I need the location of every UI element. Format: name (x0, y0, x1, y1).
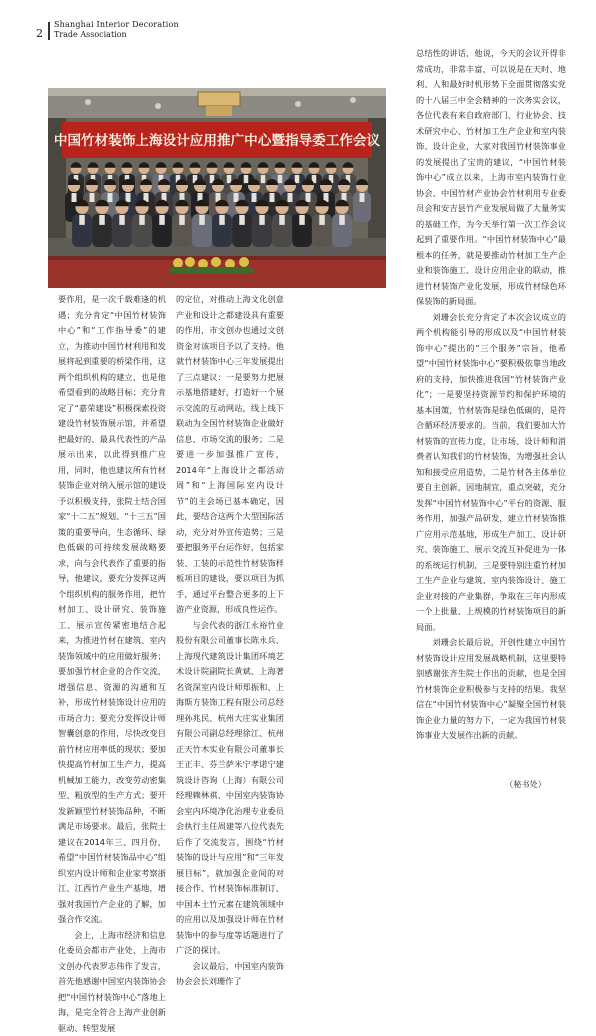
header-org-line2: Trade Association (54, 30, 127, 39)
article-column-2 (176, 292, 284, 990)
article-column-3 (416, 46, 566, 744)
article-column-1 (58, 292, 166, 1036)
paragraph: 会议最后，中国室内装饰协会会长刘珊作了 (176, 959, 284, 990)
paragraph: 刘珊会长充分肯定了本次会议成立的两个机构能引导的形成以及“中国竹材装饰中心”提出的“三个服务”宗旨，他希望“中国竹材装饰中心”要积极依靠当地政府的支持，加快推进我国“竹材装饰产业化”；一是要坚持资源节约和保护环境的基本国策，竹材装饰是绿色低碳的，是符合循环经济要求的。当前，我们要加大竹材装饰的宣传力度，让市场、设计师和消费者认知我们的竹材装饰，为增强社会认知和接受应用造势，二是竹材各主体单位要自主创新，因地制宜，重点突破，充分发挥“中国竹材装饰中心”平台的资源、服务作用，加强产品研发，建立竹材装饰推广应用示范基地，形成生产加工、设计研究、装饰施工、展示交流互补促进为一体的系统运行机制，三是要特别注重竹材加工生产企业与建筑、室内装饰设计、施工企业对接的产业集群，争取在三年内形成一个上批量、上规模的竹材装饰项目的新局面。 (416, 310, 566, 636)
banner-text: 中国竹材装饰上海设计应用推广中心暨指导委工作会议 (54, 132, 381, 149)
paragraph: 会上，上海市经济和信息化委员会都市产业处、上海市文创办代表罗志伟作了发言，首先他感谢中国室内装饰协会把“中国竹材装饰中心”落地上海，是完全符合上海产业创新驱动、转型发展 (58, 928, 166, 1036)
page-number: 2 (36, 27, 43, 40)
header-org-line1: Shanghai Interior Decoration (54, 20, 179, 29)
paragraph: 与会代表的浙江永裕竹业股份有限公司董事长陈永兵、上海现代建筑设计集团环境艺术设计院副院长黄斌、上海著名资深室内设计师郑振和、上海斯方装饰工程有限公司总经理孙兆民、杭州大庄实业集团有限公司副总经理徐江、杭州正天竹木实业有限公司董事长王正丰、芬兰萨米宁孝诺宁建筑设计咨询（上海）有限公司经理赖林祺、中国室内装饰协会室内环境净化治理专业委员会执行主任周建等八位代表先后作了交流发言，围绕“竹材装饰的设计与应用”和“三年发展目标”，就加强企业间的对接合作、竹材装饰标准制订、中国本土竹元素在建筑领域中的应用以及加强设计师在竹材装饰中的参与度等话题进行了广泛的探讨。 (176, 618, 284, 959)
paragraph: 要作用，是一次千载难逢的机遇；充分肯定“中国竹材装饰中心”和“工作指导委”的建立，为推动中国竹材利用和发展将起到重要的桥梁作用，这两个组织机构的建立，也是他希望看到的战略目标；充分肯定了“嘉荣建设”积极探索投资建设竹材装饰展示馆，并希望把最好的、最具代表性的产品展示出来，以此得到推广应用，同时，他也建议所有竹材装饰企业对纳入展示馆的建设予以积极支持，张院士结合国家“十二五”规划、“十三五”国策的重要导向，生态循环、绿色低碳的可持续发展战略要求，向与会代表作了重要的指导，他建议，要充分发挥这两个组织机构的服务作用，把竹材加工、设计研究、装饰施工、展示宣传紧密地结合起来，为推进竹材在建筑、室内装饰领域中的应用做好服务；要加强竹材企业的合作交流，增强信息、资源的沟通和互补，形成竹材装饰设计应用的市场合力；要充分发挥设计师智囊创意的作用，尽快改变目前竹材应用率低的现状；要加快提高竹材加工生产力，提高机械加工能力，改变劳动密集型、粗放型的生产方式；要开发新颖型竹材装饰品种，不断满足市场要求。最后，张院士建议在2014年三、四月份，希望“中国竹材装饰品中心”组织室内设计师和企业家考察浙江、江西竹产业生产基地，增强对我国竹产企业的了解，加强合作交流。 (58, 292, 166, 928)
meeting-group-photo (48, 88, 386, 288)
page-header (0, 0, 596, 40)
paragraph: 总结性的讲话，他说，今天的会议开得非常成功，非常丰富，可以说是在天时、地利、人和最好时机形势下全面贯彻落实党的十八届三中全会精神的一次务实会议，各位代表有来自政府部门、行业协会、技术研究中心、竹材加工生产企业和室内装饰、设计企业，大家对我国竹材装饰事业的发展提出了宝贵的建议，“中国竹材装饰中心”成立以来，上海市室内装饰行业协会、中国竹材产业协会竹材利用专业委员会和安吉县竹产业发展局做了大量务实的基础工作，为今天举行第一次工作会议起到了重要作用。“中国竹材装饰中心”最根本的任务，就是要推动竹材加工生产企业和装饰施工、设计应用企业的联动，推进竹材装饰产业化发展，形成竹材绿色环保装饰的新局面。 (416, 46, 566, 310)
paragraph: 的定位，对推动上海文化创意产业和设计之都建设具有重要的作用，市文创办也通过文创资金对该项目予以了支持。他就竹材装饰中心三年发展提出了三点建议：一是要努力把展示基地搭建好，打造好一个展示交流的互动网站，线上线下联动为全国竹材装饰企业做好信息、市场交流的服务；二是要进一步加强推广宣传，2014年“上海设计之都活动周”和“上海国际室内设计节”的主会场已基本确定，因此，要结合这两个大型国际活动，充分对外宣传造势；三是要把服务平台运作好，包括家装、工装的示范性竹材装饰样板项目的建设，要以项目为抓手，通过平台整合更多的上下游产业资源，形成良性运作。 (176, 292, 284, 618)
paragraph: 刘珊会长最后说，开创性建立中国竹材装饰设计应用发展战略机制，这里要特别感谢张齐生院士作出的贡献，也是全国竹材装饰企业积极参与支持的结果。我坚信在“中国竹材装饰中心”凝聚全国竹材装饰企业力量的努力下，一定为我国竹材装饰事业大发展作出新的贡献。 (416, 635, 566, 744)
signature: （秘书处） (505, 779, 546, 790)
header-divider (48, 22, 50, 40)
